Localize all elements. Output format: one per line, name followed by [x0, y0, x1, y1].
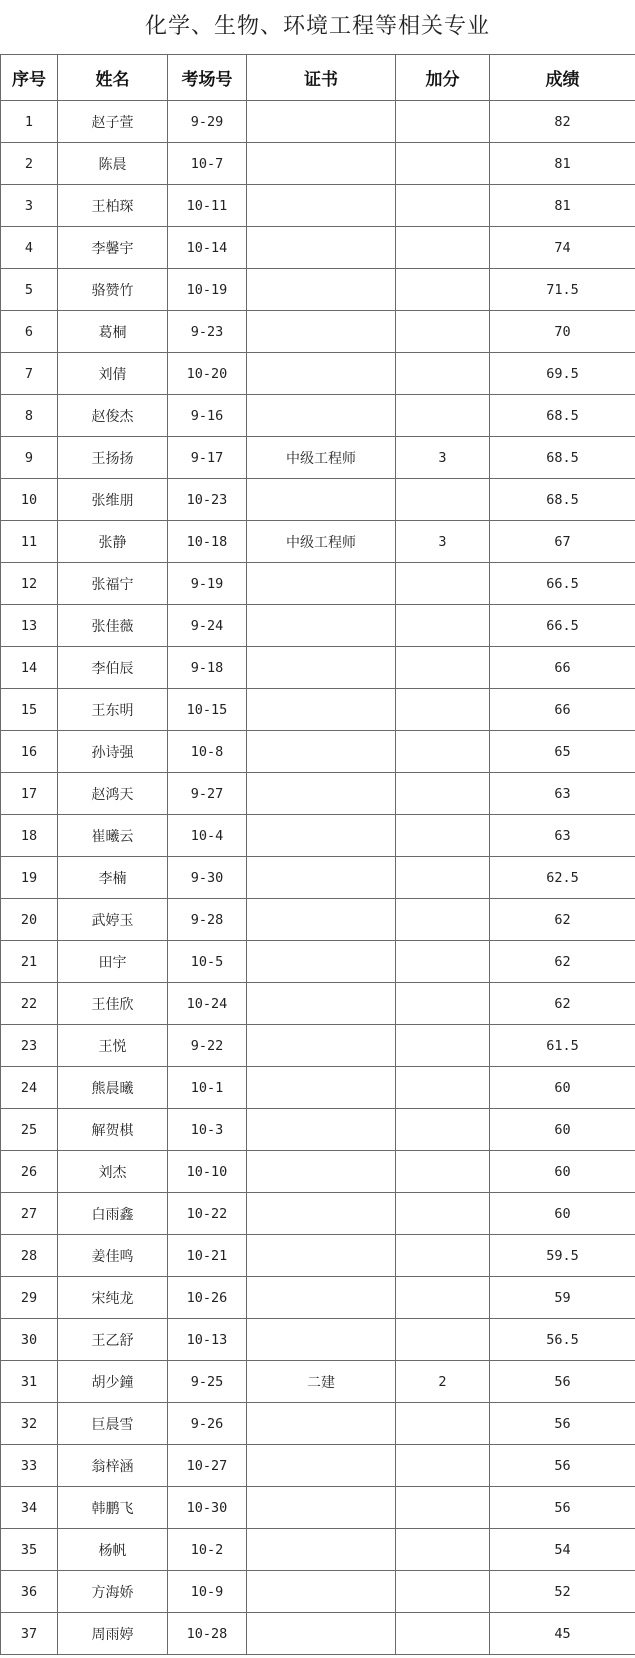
- student-name-cell: 武婷玉: [58, 899, 168, 941]
- score-cell: 66: [490, 647, 635, 689]
- bonus-points-cell: [396, 1109, 490, 1151]
- row-index-cell: 25: [1, 1109, 58, 1151]
- score-cell: 68.5: [490, 395, 635, 437]
- table-row: [1, 1319, 635, 1361]
- certificate-cell: [247, 899, 396, 941]
- exam-room-cell: 9-16: [168, 395, 247, 437]
- bonus-points-cell: [396, 563, 490, 605]
- student-name-cell: 孙诗强: [58, 731, 168, 773]
- certificate-cell: 二建: [247, 1361, 396, 1403]
- certificate-cell: [247, 1319, 396, 1361]
- exam-room-cell: 9-19: [168, 563, 247, 605]
- student-name-cell: 李楠: [58, 857, 168, 899]
- student-name-cell: 张佳薇: [58, 605, 168, 647]
- score-cell: 54: [490, 1529, 635, 1571]
- table-row: [1, 899, 635, 941]
- certificate-cell: [247, 689, 396, 731]
- exam-room-cell: 10-21: [168, 1235, 247, 1277]
- table-row: [1, 815, 635, 857]
- score-cell: 45: [490, 1613, 635, 1655]
- bonus-points-cell: 3: [396, 437, 490, 479]
- table-row: [1, 563, 635, 605]
- bonus-points-cell: [396, 1403, 490, 1445]
- student-name-cell: 王柏琛: [58, 185, 168, 227]
- exam-room-cell: 9-18: [168, 647, 247, 689]
- bonus-points-cell: [396, 1193, 490, 1235]
- exam-room-cell: 10-20: [168, 353, 247, 395]
- score-cell: 68.5: [490, 437, 635, 479]
- score-cell: 63: [490, 773, 635, 815]
- exam-room-cell: 10-10: [168, 1151, 247, 1193]
- exam-room-cell: 10-11: [168, 185, 247, 227]
- table-row: [1, 1571, 635, 1613]
- bonus-points-cell: [396, 227, 490, 269]
- student-name-cell: 赵俊杰: [58, 395, 168, 437]
- row-index-cell: 30: [1, 1319, 58, 1361]
- certificate-cell: [247, 1067, 396, 1109]
- score-cell: 60: [490, 1151, 635, 1193]
- score-table: [0, 54, 635, 1655]
- student-name-cell: 翁梓涵: [58, 1445, 168, 1487]
- bonus-points-cell: [396, 899, 490, 941]
- row-index-cell: 9: [1, 437, 58, 479]
- student-name-cell: 田宇: [58, 941, 168, 983]
- exam-room-cell: 10-3: [168, 1109, 247, 1151]
- table-row: [1, 1361, 635, 1403]
- row-index-cell: 27: [1, 1193, 58, 1235]
- certificate-cell: [247, 1403, 396, 1445]
- student-name-cell: 宋纯龙: [58, 1277, 168, 1319]
- certificate-cell: [247, 1235, 396, 1277]
- table-row: [1, 647, 635, 689]
- bonus-points-cell: [396, 395, 490, 437]
- student-name-cell: 王乙舒: [58, 1319, 168, 1361]
- header-row: [1, 55, 635, 101]
- table-row: [1, 1403, 635, 1445]
- exam-room-cell: 10-7: [168, 143, 247, 185]
- score-cell: 69.5: [490, 353, 635, 395]
- row-index-cell: 32: [1, 1403, 58, 1445]
- exam-room-cell: 10-1: [168, 1067, 247, 1109]
- row-index-cell: 21: [1, 941, 58, 983]
- student-name-cell: 姜佳鸣: [58, 1235, 168, 1277]
- student-name-cell: 王悦: [58, 1025, 168, 1067]
- student-name-cell: 李伯辰: [58, 647, 168, 689]
- student-name-cell: 刘倩: [58, 353, 168, 395]
- certificate-cell: [247, 1025, 396, 1067]
- student-name-cell: 崔曦云: [58, 815, 168, 857]
- table-row: [1, 353, 635, 395]
- student-name-cell: 张维朋: [58, 479, 168, 521]
- score-cell: 59: [490, 1277, 635, 1319]
- student-name-cell: 韩鹏飞: [58, 1487, 168, 1529]
- bonus-points-cell: [396, 1613, 490, 1655]
- bonus-points-cell: [396, 269, 490, 311]
- student-name-cell: 赵鸿天: [58, 773, 168, 815]
- student-name-cell: 张福宁: [58, 563, 168, 605]
- table-row: [1, 185, 635, 227]
- score-cell: 56: [490, 1445, 635, 1487]
- bonus-points-cell: [396, 1067, 490, 1109]
- certificate-cell: [247, 941, 396, 983]
- exam-room-cell: 10-15: [168, 689, 247, 731]
- certificate-cell: [247, 773, 396, 815]
- certificate-cell: [247, 227, 396, 269]
- bonus-points-cell: [396, 1151, 490, 1193]
- student-name-cell: 刘杰: [58, 1151, 168, 1193]
- score-cell: 62: [490, 983, 635, 1025]
- score-cell: 56.5: [490, 1319, 635, 1361]
- bonus-points-cell: [396, 143, 490, 185]
- row-index-cell: 7: [1, 353, 58, 395]
- row-index-cell: 31: [1, 1361, 58, 1403]
- score-cell: 52: [490, 1571, 635, 1613]
- exam-room-cell: 10-9: [168, 1571, 247, 1613]
- table-row: [1, 857, 635, 899]
- certificate-cell: [247, 101, 396, 143]
- row-index-cell: 1: [1, 101, 58, 143]
- row-index-cell: 5: [1, 269, 58, 311]
- table-row: [1, 689, 635, 731]
- certificate-cell: [247, 1529, 396, 1571]
- table-row: [1, 1025, 635, 1067]
- score-cell: 81: [490, 185, 635, 227]
- score-cell: 70: [490, 311, 635, 353]
- table-row: [1, 1067, 635, 1109]
- row-index-cell: 14: [1, 647, 58, 689]
- student-name-cell: 杨帆: [58, 1529, 168, 1571]
- certificate-cell: [247, 269, 396, 311]
- certificate-cell: [247, 1151, 396, 1193]
- bonus-points-cell: [396, 605, 490, 647]
- column-header-certificate: 证书: [247, 55, 396, 101]
- bonus-points-cell: 2: [396, 1361, 490, 1403]
- score-cell: 62.5: [490, 857, 635, 899]
- certificate-cell: [247, 185, 396, 227]
- table-row: [1, 605, 635, 647]
- score-cell: 56: [490, 1403, 635, 1445]
- certificate-cell: [247, 1277, 396, 1319]
- certificate-cell: [247, 479, 396, 521]
- exam-room-cell: 10-23: [168, 479, 247, 521]
- bonus-points-cell: [396, 1235, 490, 1277]
- score-cell: 82: [490, 101, 635, 143]
- bonus-points-cell: [396, 1487, 490, 1529]
- bonus-points-cell: [396, 731, 490, 773]
- column-header-index: 序号: [1, 55, 58, 101]
- bonus-points-cell: [396, 941, 490, 983]
- exam-room-cell: 10-13: [168, 1319, 247, 1361]
- student-name-cell: 熊晨曦: [58, 1067, 168, 1109]
- exam-room-cell: 9-28: [168, 899, 247, 941]
- row-index-cell: 12: [1, 563, 58, 605]
- exam-room-cell: 10-18: [168, 521, 247, 563]
- table-row: [1, 227, 635, 269]
- student-name-cell: 白雨鑫: [58, 1193, 168, 1235]
- score-cell: 65: [490, 731, 635, 773]
- table-row: [1, 311, 635, 353]
- exam-room-cell: 9-23: [168, 311, 247, 353]
- bonus-points-cell: [396, 1025, 490, 1067]
- bonus-points-cell: [396, 983, 490, 1025]
- row-index-cell: 36: [1, 1571, 58, 1613]
- certificate-cell: [247, 1613, 396, 1655]
- table-row: [1, 1529, 635, 1571]
- exam-room-cell: 10-26: [168, 1277, 247, 1319]
- table-row: [1, 395, 635, 437]
- score-cell: 59.5: [490, 1235, 635, 1277]
- exam-room-cell: 9-22: [168, 1025, 247, 1067]
- bonus-points-cell: [396, 647, 490, 689]
- student-name-cell: 巨晨雪: [58, 1403, 168, 1445]
- exam-room-cell: 9-27: [168, 773, 247, 815]
- certificate-cell: [247, 605, 396, 647]
- row-index-cell: 17: [1, 773, 58, 815]
- score-cell: 61.5: [490, 1025, 635, 1067]
- bonus-points-cell: [396, 815, 490, 857]
- table-row: [1, 269, 635, 311]
- table-row: [1, 773, 635, 815]
- student-name-cell: 解贺棋: [58, 1109, 168, 1151]
- certificate-cell: [247, 353, 396, 395]
- table-row: [1, 1109, 635, 1151]
- certificate-cell: [247, 563, 396, 605]
- table-row: [1, 983, 635, 1025]
- exam-room-cell: 10-19: [168, 269, 247, 311]
- score-cell: 68.5: [490, 479, 635, 521]
- score-cell: 71.5: [490, 269, 635, 311]
- row-index-cell: 11: [1, 521, 58, 563]
- bonus-points-cell: [396, 479, 490, 521]
- column-header-score: 成绩: [490, 55, 635, 101]
- table-row: [1, 1277, 635, 1319]
- table-row: [1, 521, 635, 563]
- score-cell: 66.5: [490, 563, 635, 605]
- row-index-cell: 15: [1, 689, 58, 731]
- score-cell: 60: [490, 1193, 635, 1235]
- score-cell: 56: [490, 1487, 635, 1529]
- exam-room-cell: 9-29: [168, 101, 247, 143]
- exam-room-cell: 10-28: [168, 1613, 247, 1655]
- row-index-cell: 19: [1, 857, 58, 899]
- bonus-points-cell: [396, 353, 490, 395]
- row-index-cell: 35: [1, 1529, 58, 1571]
- row-index-cell: 3: [1, 185, 58, 227]
- student-name-cell: 张静: [58, 521, 168, 563]
- score-cell: 67: [490, 521, 635, 563]
- exam-room-cell: 9-30: [168, 857, 247, 899]
- table-row: [1, 1235, 635, 1277]
- exam-room-cell: 10-8: [168, 731, 247, 773]
- student-name-cell: 赵子萱: [58, 101, 168, 143]
- certificate-cell: [247, 1571, 396, 1613]
- table-row: [1, 1613, 635, 1655]
- table-row: [1, 731, 635, 773]
- certificate-cell: [247, 857, 396, 899]
- student-name-cell: 王东明: [58, 689, 168, 731]
- bonus-points-cell: [396, 1319, 490, 1361]
- bonus-points-cell: 3: [396, 521, 490, 563]
- certificate-cell: [247, 815, 396, 857]
- student-name-cell: 李馨宇: [58, 227, 168, 269]
- column-header-bonus: 加分: [396, 55, 490, 101]
- certificate-cell: [247, 983, 396, 1025]
- row-index-cell: 33: [1, 1445, 58, 1487]
- row-index-cell: 13: [1, 605, 58, 647]
- bonus-points-cell: [396, 689, 490, 731]
- bonus-points-cell: [396, 1571, 490, 1613]
- exam-room-cell: 9-24: [168, 605, 247, 647]
- score-cell: 66: [490, 689, 635, 731]
- row-index-cell: 37: [1, 1613, 58, 1655]
- certificate-cell: 中级工程师: [247, 521, 396, 563]
- sheet-title: 化学、生物、环境工程等相关专业: [144, 14, 490, 39]
- table-row: [1, 1151, 635, 1193]
- row-index-cell: 26: [1, 1151, 58, 1193]
- certificate-cell: [247, 647, 396, 689]
- column-header-name: 姓名: [58, 55, 168, 101]
- table-row: [1, 941, 635, 983]
- row-index-cell: 18: [1, 815, 58, 857]
- bonus-points-cell: [396, 101, 490, 143]
- exam-room-cell: 10-27: [168, 1445, 247, 1487]
- bonus-points-cell: [396, 311, 490, 353]
- bonus-points-cell: [396, 1277, 490, 1319]
- table-row: [1, 1193, 635, 1235]
- student-name-cell: 陈晨: [58, 143, 168, 185]
- score-cell: 66.5: [490, 605, 635, 647]
- student-name-cell: 王扬扬: [58, 437, 168, 479]
- score-cell: 60: [490, 1067, 635, 1109]
- student-name-cell: 葛桐: [58, 311, 168, 353]
- row-index-cell: 16: [1, 731, 58, 773]
- exam-room-cell: 10-2: [168, 1529, 247, 1571]
- exam-room-cell: 9-17: [168, 437, 247, 479]
- certificate-cell: [247, 1445, 396, 1487]
- certificate-cell: 中级工程师: [247, 437, 396, 479]
- exam-room-cell: 10-4: [168, 815, 247, 857]
- row-index-cell: 20: [1, 899, 58, 941]
- table-row: [1, 437, 635, 479]
- exam-room-cell: 10-22: [168, 1193, 247, 1235]
- certificate-cell: [247, 1193, 396, 1235]
- bonus-points-cell: [396, 1529, 490, 1571]
- student-name-cell: 周雨婷: [58, 1613, 168, 1655]
- student-name-cell: 方海娇: [58, 1571, 168, 1613]
- certificate-cell: [247, 143, 396, 185]
- row-index-cell: 8: [1, 395, 58, 437]
- row-index-cell: 28: [1, 1235, 58, 1277]
- table-row: [1, 143, 635, 185]
- column-header-room: 考场号: [168, 55, 247, 101]
- row-index-cell: 24: [1, 1067, 58, 1109]
- certificate-cell: [247, 731, 396, 773]
- row-index-cell: 2: [1, 143, 58, 185]
- score-cell: 56: [490, 1361, 635, 1403]
- score-cell: 63: [490, 815, 635, 857]
- row-index-cell: 4: [1, 227, 58, 269]
- score-cell: 74: [490, 227, 635, 269]
- student-name-cell: 胡少鐘: [58, 1361, 168, 1403]
- score-cell: 81: [490, 143, 635, 185]
- table-row: [1, 479, 635, 521]
- row-index-cell: 22: [1, 983, 58, 1025]
- bonus-points-cell: [396, 185, 490, 227]
- score-cell: 60: [490, 1109, 635, 1151]
- certificate-cell: [247, 1487, 396, 1529]
- exam-room-cell: 9-26: [168, 1403, 247, 1445]
- certificate-cell: [247, 1109, 396, 1151]
- row-index-cell: 23: [1, 1025, 58, 1067]
- student-name-cell: 骆赞竹: [58, 269, 168, 311]
- row-index-cell: 34: [1, 1487, 58, 1529]
- row-index-cell: 10: [1, 479, 58, 521]
- exam-room-cell: 10-30: [168, 1487, 247, 1529]
- bonus-points-cell: [396, 1445, 490, 1487]
- bonus-points-cell: [396, 773, 490, 815]
- certificate-cell: [247, 395, 396, 437]
- student-name-cell: 王佳欣: [58, 983, 168, 1025]
- table-row: [1, 1487, 635, 1529]
- row-index-cell: 29: [1, 1277, 58, 1319]
- table-row: [1, 101, 635, 143]
- certificate-cell: [247, 311, 396, 353]
- exam-room-cell: 10-14: [168, 227, 247, 269]
- bonus-points-cell: [396, 857, 490, 899]
- exam-room-cell: 10-5: [168, 941, 247, 983]
- exam-room-cell: 10-24: [168, 983, 247, 1025]
- score-cell: 62: [490, 899, 635, 941]
- score-cell: 62: [490, 941, 635, 983]
- exam-room-cell: 9-25: [168, 1361, 247, 1403]
- row-index-cell: 6: [1, 311, 58, 353]
- table-body: [1, 101, 635, 1655]
- table-row: [1, 1445, 635, 1487]
